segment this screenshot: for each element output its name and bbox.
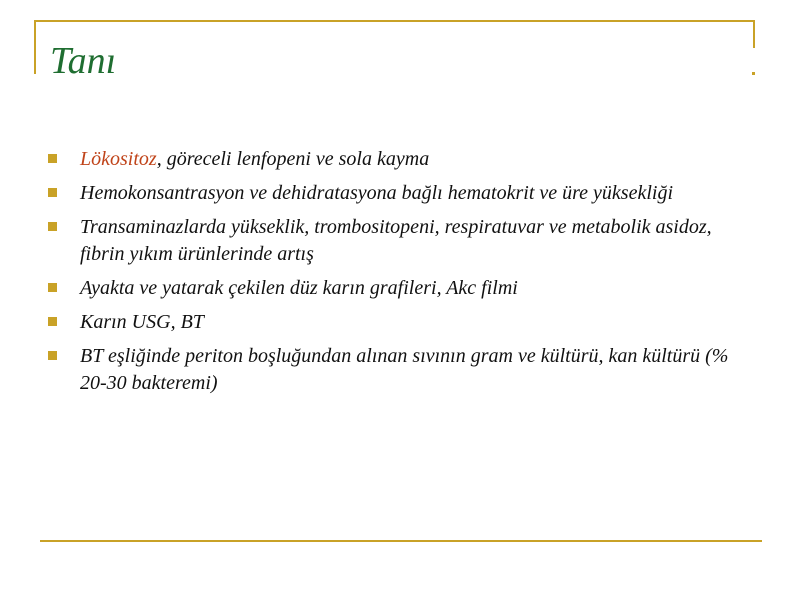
top-rule bbox=[34, 20, 754, 22]
bullet-item bbox=[48, 309, 760, 336]
bullet-item bbox=[48, 146, 760, 173]
bullet-text: Transaminazlarda yükseklik, trombositopeni, respiratuvar ve metabolik asidoz, fibrin yıkım ürünlerinde artış bbox=[80, 216, 712, 265]
square-bullet-icon bbox=[48, 283, 57, 292]
bullet-text: , göreceli lenfopeni ve sola kayma bbox=[156, 148, 430, 170]
bullet-item bbox=[48, 214, 760, 268]
square-bullet-icon bbox=[48, 188, 57, 197]
square-bullet-icon bbox=[48, 351, 57, 360]
bullet-item bbox=[48, 343, 760, 397]
left-rule bbox=[34, 20, 36, 74]
bullet-text: Karın USG, BT bbox=[80, 311, 204, 333]
bullet-item bbox=[48, 275, 760, 302]
slide-title: Tanı bbox=[50, 40, 117, 82]
square-bullet-icon bbox=[48, 154, 57, 163]
bottom-rule bbox=[40, 540, 762, 542]
square-bullet-icon bbox=[48, 317, 57, 326]
bullet-text: Hemokonsantrasyon ve dehidratasyona bağlı hematokrit ve üre yüksekliği bbox=[80, 182, 674, 204]
bullet-highlight: Lökositoz bbox=[80, 148, 157, 170]
bullet-text: Ayakta ve yatarak çekilen düz karın grafileri, Akc filmi bbox=[80, 277, 518, 299]
square-bullet-icon bbox=[48, 222, 57, 231]
bullet-list bbox=[48, 146, 760, 404]
bullet-text: BT eşliğinde periton boşluğundan alınan sıvının gram ve kültürü, kan kültürü (% 20-30 bakteremi) bbox=[80, 345, 729, 394]
bullet-item bbox=[48, 180, 760, 207]
corner-dot bbox=[752, 72, 755, 75]
right-rule bbox=[753, 20, 755, 48]
